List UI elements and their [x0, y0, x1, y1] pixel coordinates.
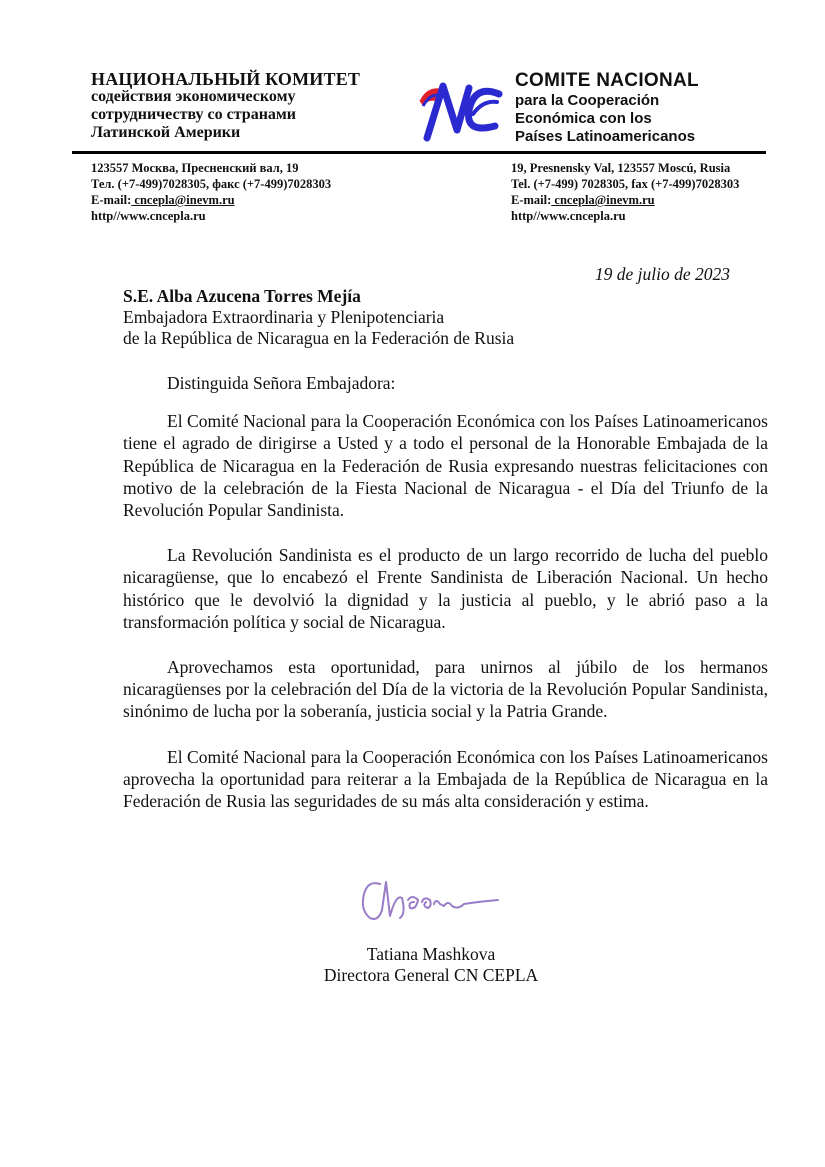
- signer-title: Directora General CN CEPLA: [323, 965, 539, 985]
- handwritten-signature: [352, 870, 512, 930]
- paragraph-3: Aprovechamos esta oportunidad, para unirnos al júbilo de los hermanos nicaragüenses por la celebración del Día de la victoria de la Revolución Popular Sandinista, sinónimo de lucha por la soberanía, justicia social y la Patria Grande.: [123, 657, 768, 722]
- website-ru[interactable]: http//www.cncepla.ru: [91, 209, 206, 223]
- org-subtitle-es-3: Países Latinoamericanos: [515, 128, 696, 145]
- org-subtitle-es-2: Económica con los: [515, 110, 652, 127]
- org-title-ru: НАЦИОНАЛЬНЫЙ КОМИТЕТ: [91, 69, 361, 89]
- org-subtitle-ru-3: Латинской Америки: [91, 124, 241, 141]
- street-ru: 123557 Москва, Пресненский вал, 19: [91, 161, 299, 175]
- header-spanish: [515, 70, 775, 146]
- org-subtitle-ru-2: сотрудничеству со странами: [91, 106, 297, 123]
- street-es: 19, Presnensky Val, 123557 Moscú, Rusia: [511, 161, 731, 175]
- org-subtitle-ru-1: содействия экономическому: [91, 88, 296, 105]
- email-label-es: E-mail:: [511, 193, 552, 207]
- greeting: Distinguida Señora Embajadora:: [167, 373, 396, 393]
- address-block-es: [511, 160, 739, 224]
- paragraph-2: La Revolución Sandinista es el producto de un largo recorrido de lucha del pueblo nicaragüense, que lo encabezó el Frente Sandinista de Liberación Nacional. Un hecho histórico que le devolvió la dignidad y la justicia al pueblo, y le abrió paso a la transformación política y social de Nicaragua.: [123, 545, 768, 632]
- phone-es: Tel. (+7-499) 7028305, fax (+7-499)7028303: [511, 177, 740, 191]
- paragraph-4: El Comité Nacional para la Cooperación Económica con los Países Latinoamericanos aprovecha la oportunidad para reiterar a la Embajada de la República de Nicaragua en la Federación de Rusia las seguridades de su más alta consideración y estima.: [123, 746, 768, 812]
- email-line-ru: [91, 192, 331, 208]
- recipient-title: Embajadora Extraordinaria y Plenipotenciaria: [123, 307, 445, 327]
- email-line-es: [511, 192, 739, 208]
- email-link-ru[interactable]: cncepla@inevm.ru: [131, 193, 235, 207]
- paragraph-1: El Comité Nacional para la Cooperación Económica con los Países Latinoamericanos tiene el agrado de dirigirse a Usted y a todo el personal de la Honorable Embajada de la República de Nicaragua en la Federación de Rusia expresando nuestras felicitaciones con motivo de la celebración de la Fiesta Nacional de Nicaragua - el Día del Triunfo de la Revolución Popular Sandinista.: [123, 411, 768, 521]
- header-russian: [91, 70, 411, 142]
- phone-ru: Тел. (+7-499)7028305, факс (+7-499)7028303: [91, 177, 332, 191]
- cncepla-logo: [413, 80, 505, 142]
- website-es[interactable]: http//www.cncepla.ru: [511, 209, 626, 223]
- org-title-es: COMITE NACIONAL: [515, 70, 699, 91]
- recipient-block: [123, 286, 514, 349]
- letter-date: 19 de julio de 2023: [594, 264, 730, 284]
- email-label-ru: E-mail:: [91, 193, 132, 207]
- letter-body: [123, 372, 768, 835]
- signer-block: [300, 944, 562, 986]
- address-block-ru: [91, 160, 331, 224]
- org-subtitle-es-1: para la Cooperación: [515, 92, 660, 109]
- recipient-name: S.E. Alba Azucena Torres Mejía: [123, 286, 361, 306]
- signer-name: Tatiana Mashkova: [366, 944, 496, 964]
- header-divider: [72, 151, 766, 154]
- email-link-es[interactable]: cncepla@inevm.ru: [551, 193, 655, 207]
- recipient-org: de la República de Nicaragua en la Federación de Rusia: [123, 328, 515, 348]
